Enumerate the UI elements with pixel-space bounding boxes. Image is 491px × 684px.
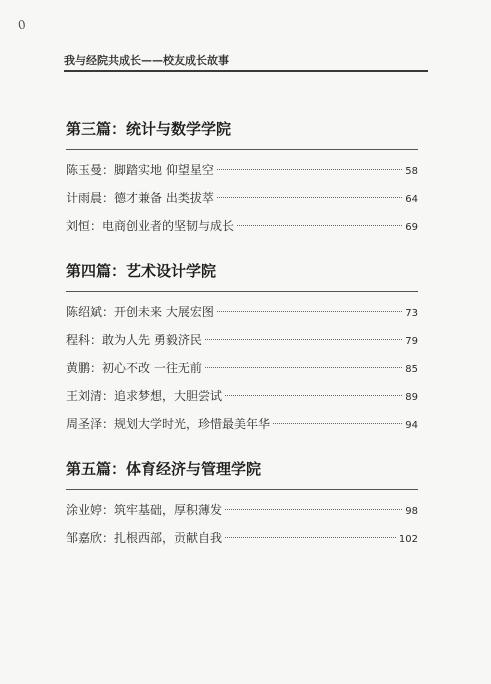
section-sports-economics: [66, 458, 418, 552]
running-header: [64, 52, 428, 70]
leader-dots: [217, 197, 402, 198]
leader-dots: [273, 423, 402, 424]
section-rule: [66, 149, 418, 150]
toc-entry[interactable]: [66, 410, 418, 438]
toc-entry-page: 98: [405, 506, 418, 517]
section-title: 第五篇：体育经济与管理学院: [66, 460, 262, 478]
toc-entry[interactable]: [66, 524, 418, 552]
toc-entry-label: 王刘清：追求梦想，大胆尝试: [66, 389, 223, 403]
toc-entry-label: 邹嘉欣：扎根西部，贡献自我: [66, 531, 223, 545]
toc-entry[interactable]: [66, 496, 418, 524]
leader-dots: [237, 225, 402, 226]
toc-entry-page: 85: [405, 364, 418, 375]
toc-entry-label: 计雨晨：德才兼备 出类拔萃: [66, 191, 214, 205]
toc-entry[interactable]: [66, 354, 418, 382]
leader-dots: [205, 339, 402, 340]
leader-dots: [205, 367, 402, 368]
toc-entry[interactable]: [66, 298, 418, 326]
toc-entry-page: 73: [405, 308, 418, 319]
toc-entry-label: 黄鹏：初心不改 一往无前: [66, 361, 202, 375]
toc-entry[interactable]: [66, 212, 418, 240]
header-rule: [64, 70, 428, 72]
header-title: 我与经院共成长——校友成长故事: [64, 54, 229, 67]
toc-entry-label: 陈玉曼：脚踏实地 仰望星空: [66, 163, 214, 177]
toc-entry-label: 刘恒：电商创业者的坚韧与成长: [66, 219, 235, 233]
section-title: 第四篇：艺术设计学院: [66, 262, 217, 280]
toc-entry[interactable]: [66, 156, 418, 184]
toc-entry-page: 69: [405, 222, 418, 233]
section-title: 第三篇：统计与数学学院: [66, 120, 232, 138]
section-art-design: [66, 260, 418, 438]
toc-entry[interactable]: [66, 184, 418, 212]
leader-dots: [225, 509, 402, 510]
toc-entry-label: 周圣泽：规划大学时光，珍惜最美年华: [66, 417, 271, 431]
toc-entry[interactable]: [66, 382, 418, 410]
toc-entry-page: 94: [405, 420, 418, 431]
toc-entry-page: 89: [405, 392, 418, 403]
toc-entry-label: 陈绍斌：开创未来 大展宏图: [66, 305, 214, 319]
leader-dots: [225, 537, 396, 538]
leader-dots: [217, 169, 402, 170]
section-statistics-math: [66, 118, 418, 240]
leader-dots: [217, 311, 402, 312]
page-corner-mark: 0: [17, 17, 27, 33]
section-rule: [66, 291, 418, 292]
toc-entry-page: 102: [398, 534, 418, 545]
toc-entry[interactable]: [66, 326, 418, 354]
toc-entry-page: 58: [405, 166, 418, 177]
toc-entry-page: 64: [405, 194, 418, 205]
toc-entry-label: 程科：敢为人先 勇毅济民: [66, 333, 202, 347]
toc-entry-page: 79: [405, 336, 418, 347]
section-rule: [66, 489, 418, 490]
toc-entry-label: 涂业婷：筑牢基础，厚积薄发: [66, 503, 223, 517]
leader-dots: [225, 395, 402, 396]
